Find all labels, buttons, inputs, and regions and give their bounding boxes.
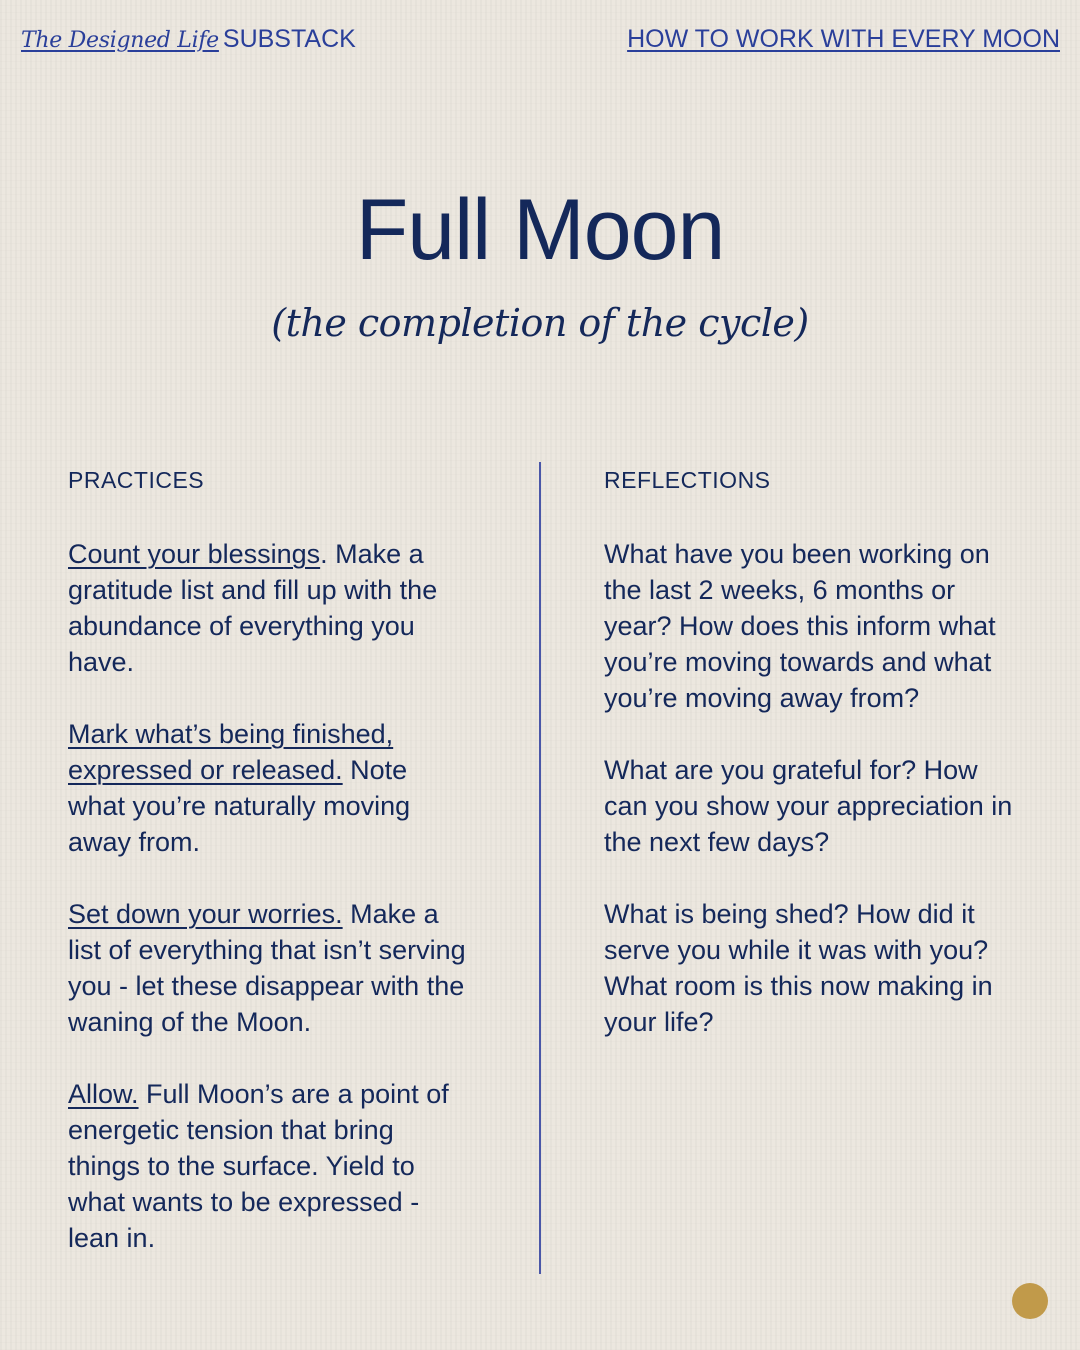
practice-text: . Make a gratitude list and fill up with the abundance of everything you have.: [68, 539, 438, 677]
practice-item: [68, 536, 468, 680]
practice-item: [68, 896, 468, 1040]
brand-name[interactable]: The Designed Life: [21, 28, 219, 53]
reflections-heading: REFLECTIONS: [604, 467, 771, 493]
brand-suffix: SUBSTACK: [222, 25, 356, 53]
practices-heading: PRACTICES: [68, 467, 205, 493]
brand[interactable]: [21, 24, 356, 56]
practice-text: Make a list of everything that isn’t serving you - let these disappear with the waning of the Moon.: [68, 899, 466, 1037]
page-subtitle: (the completion of the cycle): [271, 301, 809, 345]
practice-lead: Count your blessings: [68, 539, 321, 569]
practice-lead: Mark what’s being finished, expressed or released.: [68, 719, 394, 785]
reflection-item: What have you been working on the last 2 weeks, 6 months or year? How does this inform what you’re moving towards and what you’re moving away from?: [604, 539, 996, 713]
practice-item: [68, 1076, 468, 1256]
reflections-column: [604, 466, 1014, 1076]
header: [21, 24, 1060, 56]
practice-lead: Allow.: [68, 1079, 139, 1109]
column-divider: [539, 462, 541, 1274]
how-to-work-link[interactable]: HOW TO WORK WITH EVERY MOON: [627, 25, 1060, 53]
page-title: Full Moon: [355, 182, 725, 278]
reflection-item: What are you grateful for? How can you show your appreciation in the next few days?: [604, 755, 1013, 857]
practice-text: Full Moon’s are a point of energetic tension that bring things to the surface. Yield to what wants to be expressed - lean in.: [68, 1079, 449, 1253]
practice-text: Note what you’re naturally moving away from.: [68, 755, 411, 857]
practice-lead: Set down your worries.: [68, 899, 343, 929]
practice-item: [68, 716, 468, 860]
practices-column: [68, 466, 468, 1292]
gold-dot-decoration: [1012, 1283, 1048, 1319]
reflection-item: What is being shed? How did it serve you while it was with you? What room is this now making in your life?: [604, 899, 993, 1037]
